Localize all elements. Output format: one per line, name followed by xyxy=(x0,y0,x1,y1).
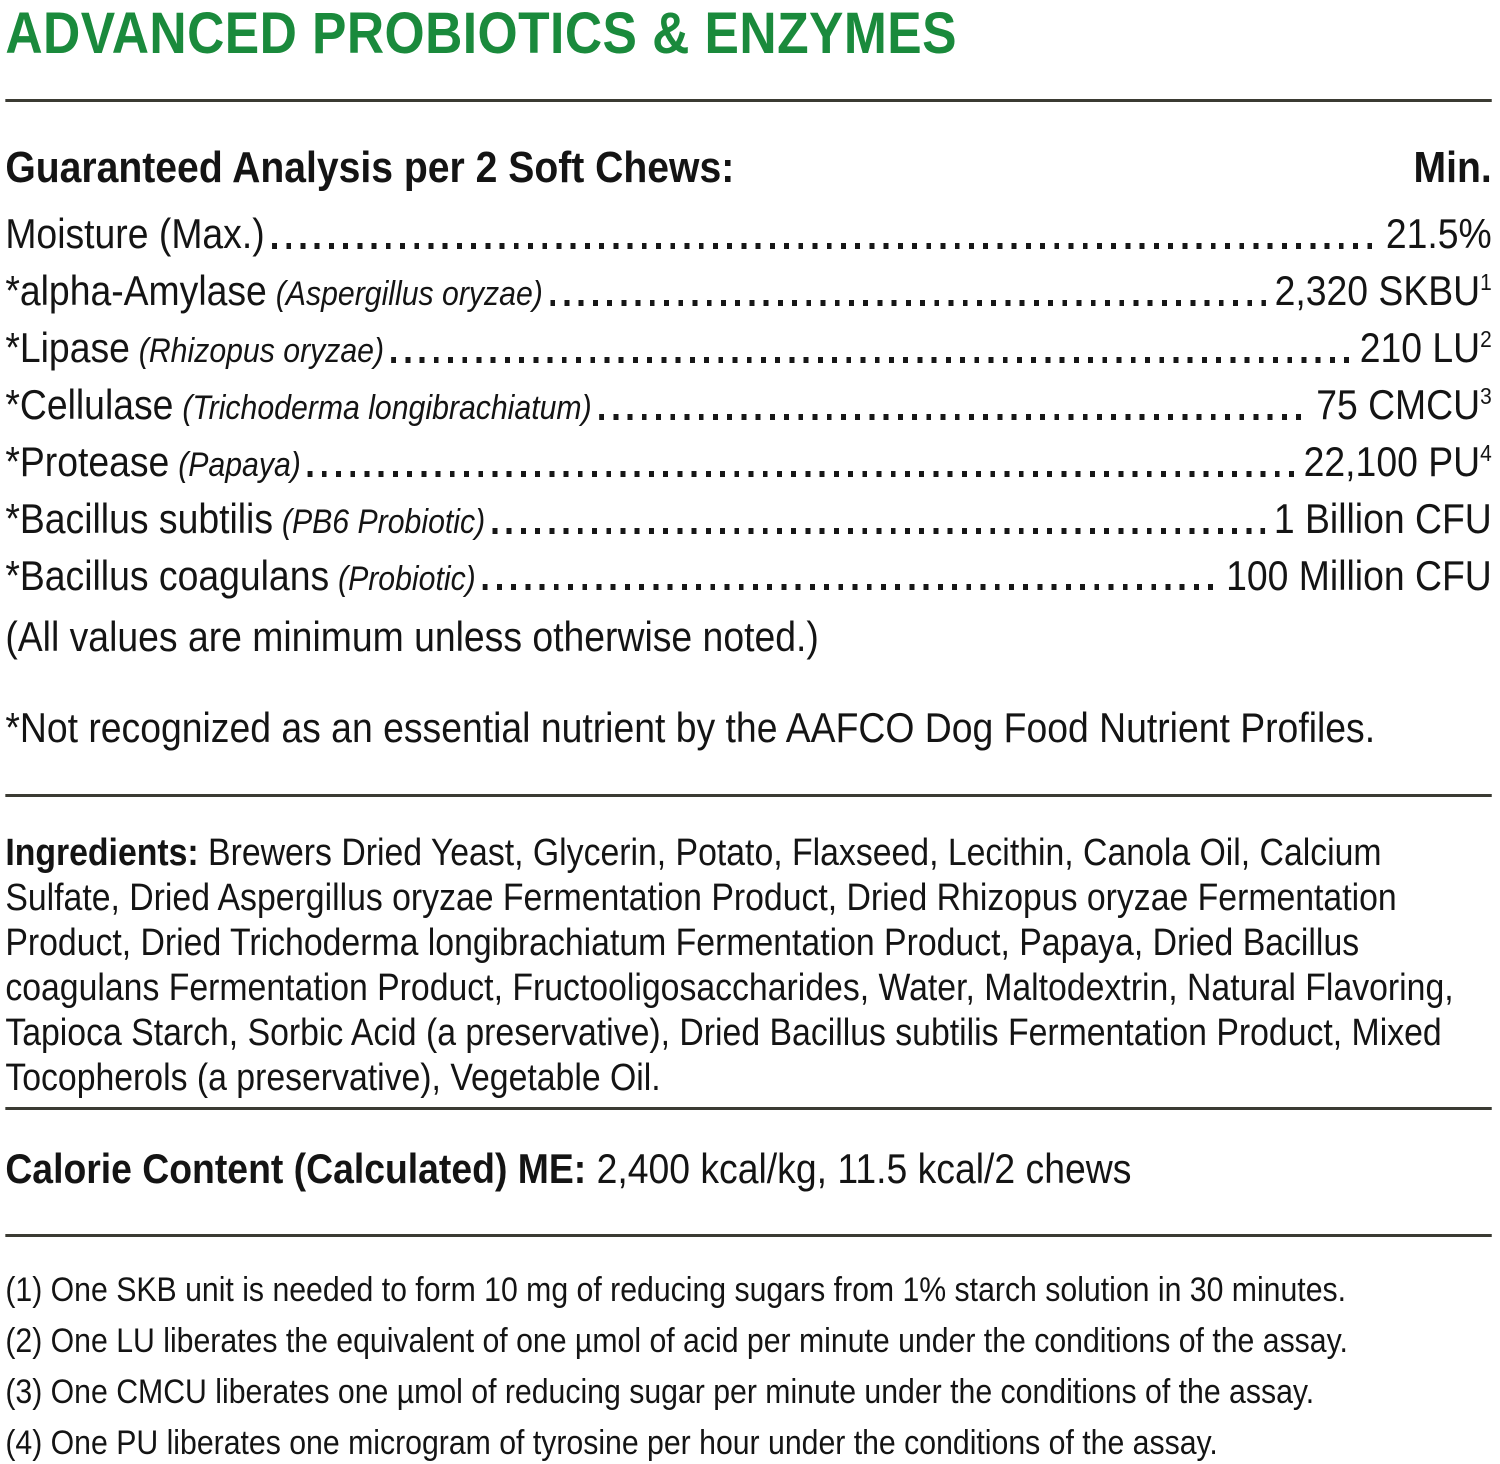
nutrient-name: *Cellulase xyxy=(5,380,174,428)
dot-leader xyxy=(272,243,1377,249)
guaranteed-analysis-header xyxy=(5,144,1491,192)
footnote-ref: 3 xyxy=(1480,382,1492,409)
min-column-header: Min. xyxy=(1413,142,1492,192)
analysis-row-moisture xyxy=(5,210,1491,258)
nutrient-value: 22,100 PU xyxy=(1303,437,1481,485)
dot-leader xyxy=(391,357,1351,363)
analysis-row-bacillus-coagulans xyxy=(5,552,1491,600)
minimum-values-note: (All values are minimum unless otherwise noted.) xyxy=(5,613,819,661)
ingredients-text: Brewers Dried Yeast, Glycerin, Potato, Flaxseed, Lecithin, Canola Oil, Calcium Sulfate, Dried Aspergillus oryzae Fermentation Product, Dried Rhizopus oryzae Fermentation Product, Dried Trichoderma longibrachiatum Fermentation Product, Papaya, Dried Bacillus coagulans Fermentation Product, Fructooligosaccharides, Water, Maltodextrin, Natural Flavoring, Tapioca Starch, Sorbic Acid (a preservative), Dried Bacillus subtilis Fermentation Product, Mixed Tocopherols (a preservative), Vegetable Oil. xyxy=(5,832,1454,1099)
analysis-row-lipase xyxy=(5,324,1491,372)
footnote-2: (2) One LU liberates the equivalent of one µmol of acid per minute under the conditions of the assay. xyxy=(5,1322,1348,1361)
dot-leader xyxy=(492,528,1265,534)
nutrient-name: *alpha-Amylase xyxy=(5,267,267,315)
nutrient-source: (Rhizopus oryzae) xyxy=(138,332,385,371)
nutrient-value: 210 LU xyxy=(1359,324,1481,372)
footnote-ref: 2 xyxy=(1480,326,1492,353)
nutrient-name: *Bacillus coagulans xyxy=(5,551,330,599)
analysis-row-protease xyxy=(5,438,1491,486)
footnote-ref: 4 xyxy=(1480,439,1492,466)
nutrient-source: (Trichoderma longibrachiatum) xyxy=(182,388,592,427)
dot-leader xyxy=(483,584,1217,590)
analysis-row-cellulase xyxy=(5,381,1491,429)
ingredients-paragraph xyxy=(5,831,1491,1101)
aafco-note: *Not recognized as an essential nutrient by the AAFCO Dog Food Nutrient Profiles. xyxy=(5,703,1376,751)
ingredients-label: Ingredients: xyxy=(5,832,199,874)
nutrient-source: (Aspergillus oryzae) xyxy=(275,275,543,314)
footnote-3: (3) One CMCU liberates one µmol of reducing sugar per minute under the conditions of the assay. xyxy=(5,1373,1315,1412)
calorie-content-line xyxy=(5,1146,1491,1192)
nutrient-source: (Probiotic) xyxy=(338,559,476,598)
footnote-ref: 1 xyxy=(1480,269,1492,296)
nutrient-value: 1 Billion CFU xyxy=(1273,494,1492,542)
nutrient-source: (PB6 Probiotic) xyxy=(281,502,486,541)
divider-top xyxy=(5,99,1491,102)
guaranteed-analysis-heading: Guaranteed Analysis per 2 Soft Chews: xyxy=(5,142,735,192)
nutrient-name: *Lipase xyxy=(5,324,130,372)
page-title: ADVANCED PROBIOTICS & ENZYMES xyxy=(5,1,957,66)
calorie-content-label: Calorie Content (Calculated) ME: xyxy=(5,1145,587,1192)
nutrient-value: 21.5% xyxy=(1385,210,1492,258)
nutrient-name: Moisture (Max.) xyxy=(5,210,265,258)
dot-leader xyxy=(308,471,1295,477)
calorie-content-value: 2,400 kcal/kg, 11.5 kcal/2 chews xyxy=(596,1145,1132,1192)
divider-ingredients xyxy=(5,794,1491,797)
footnotes xyxy=(5,1271,1491,1463)
dot-leader xyxy=(550,300,1266,306)
divider-calorie xyxy=(5,1107,1491,1110)
analysis-row-alpha-amylase xyxy=(5,267,1491,315)
analysis-row-bacillus-subtilis xyxy=(5,495,1491,543)
nutrient-name: *Protease xyxy=(5,437,170,485)
dot-leader xyxy=(599,414,1308,420)
nutrient-value: 2,320 SKBU xyxy=(1274,267,1481,315)
nutrient-value: 100 Million CFU xyxy=(1226,551,1492,599)
guaranteed-analysis-table xyxy=(5,210,1491,599)
divider-footnotes xyxy=(5,1234,1491,1237)
nutrient-value: 75 CMCU xyxy=(1316,380,1481,428)
nutrient-source: (Papaya) xyxy=(178,445,301,484)
nutrient-name: *Bacillus subtilis xyxy=(5,494,274,542)
footnote-4: (4) One PU liberates one microgram of tyrosine per hour under the conditions of the assay. xyxy=(5,1424,1218,1463)
footnote-1: (1) One SKB unit is needed to form 10 mg of reducing sugars from 1% starch solution in 30 minutes. xyxy=(5,1271,1347,1310)
